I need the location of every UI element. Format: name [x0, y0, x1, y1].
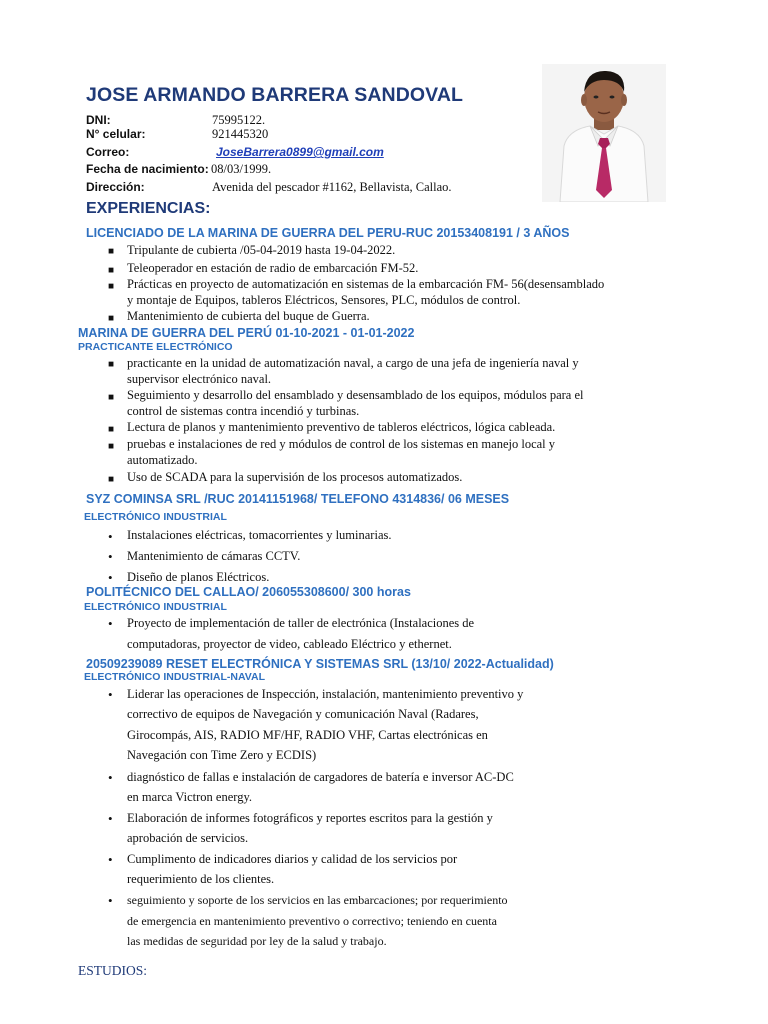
- bullet-icon: ■: [108, 246, 115, 257]
- info-label: Correo:: [86, 145, 130, 159]
- bullet-icon: •: [108, 770, 113, 785]
- section-title: 20509239089 RESET ELECTRÓNICA Y SISTEMAS SRL (13/10/ 2022-Actualidad): [86, 657, 554, 671]
- bullet-text: Instalaciones eléctricas, tomacorrientes y luminarias.: [127, 528, 392, 542]
- bullet-icon: •: [108, 529, 113, 544]
- info-label: Fecha de nacimiento:: [86, 162, 209, 176]
- info-label: N° celular:: [86, 127, 146, 141]
- bullet-text: Seguimiento y desarrollo del ensamblado y desensamblado de los equipos, módulos para el: [127, 388, 584, 402]
- bullet-icon: ■: [108, 424, 115, 435]
- info-value: 921445320: [212, 127, 269, 141]
- bullet-text: Prácticas en proyecto de automatización en sistemas de la embarcación FM- 56(desensamblado: [127, 277, 605, 291]
- bullet-text: en marca Victron energy.: [127, 790, 253, 804]
- bullet-icon: •: [108, 893, 113, 908]
- info-value: 08/03/1999.: [211, 162, 272, 176]
- bullet-text: seguimiento y soporte de los servicios en las embarcaciones; por requerimiento: [127, 893, 508, 907]
- bullet-text: pruebas e instalaciones de red y módulos de control de los sistemas en manejo local y: [127, 437, 556, 451]
- info-value: 75995122.: [212, 113, 266, 127]
- bullet-icon: •: [108, 852, 113, 867]
- bullet-text: Elaboración de informes fotográficos y reportes escritos para la gestión y: [127, 811, 493, 825]
- section-title: LICENCIADO DE LA MARINA DE GUERRA DEL PERU-RUC 20153408191 / 3 AÑOS: [86, 226, 570, 240]
- bullet-icon: •: [108, 570, 113, 585]
- bullet-text: Tripulante de cubierta /05-04-2019 hasta 19-04-2022.: [127, 243, 396, 257]
- bullet-text: Uso de SCADA para la supervisión de los procesos automatizados.: [127, 470, 463, 484]
- bullet-text: Liderar las operaciones de Inspección, instalación, mantenimiento preventivo y: [127, 687, 524, 701]
- bullet-text: requerimiento de los clientes.: [127, 872, 275, 886]
- bullet-text: Girocompás, AIS, RADIO MF/HF, RADIO VHF, Cartas electrónicas en: [127, 728, 488, 742]
- section-title: SYZ COMINSA SRL /RUC 20141151968/ TELEFONO 4314836/ 06 MESES: [86, 492, 510, 506]
- studies-heading: ESTUDIOS:: [78, 963, 148, 978]
- info-row-address: [86, 180, 586, 197]
- bullet-icon: ■: [108, 313, 115, 324]
- info-label: Dirección:: [86, 180, 145, 194]
- bullet-text: practicante en la unidad de automatización naval, a cargo de una jefa de ingeniería naval y: [127, 356, 579, 370]
- bullet-icon: ■: [108, 281, 115, 292]
- bullet-text: computadoras, proyector de video, cableado Eléctrico y ethernet.: [127, 637, 452, 651]
- candidate-name: JOSE ARMANDO BARRERA SANDOVAL: [86, 84, 464, 106]
- info-row-birthdate: [86, 162, 586, 179]
- section-title: MARINA DE GUERRA DEL PERÚ 01-10-2021 - 01-01-2022: [78, 326, 415, 340]
- info-label: DNI:: [86, 113, 111, 127]
- bullet-text: Proyecto de implementación de taller de electrónica (Instalaciones de: [127, 616, 475, 630]
- section-title: POLITÉCNICO DEL CALLAO/ 206055308600/ 300 horas: [86, 585, 411, 599]
- bullet-text: control de sistemas contra incendió y turbinas.: [127, 404, 360, 418]
- bullet-icon: ■: [108, 474, 115, 485]
- section-subtitle: ELECTRÓNICO INDUSTRIAL-NAVAL: [84, 671, 266, 683]
- bullet-text: las medidas de seguridad por ley de la salud y trabajo.: [127, 934, 387, 948]
- section-subtitle: ELECTRÓNICO INDUSTRIAL: [84, 511, 227, 523]
- bullet-text: y montaje de Equipos, tableros Eléctricos, Sensores, PLC, módulos de control.: [127, 293, 521, 307]
- bullet-icon: ■: [108, 265, 115, 276]
- info-value: Avenida del pescador #1162, Bellavista, Callao.: [212, 180, 452, 194]
- bullet-text: Mantenimiento de cubierta del buque de Guerra.: [127, 309, 370, 323]
- bullet-text: de emergencia en mantenimiento preventivo o correctivo; teniendo en cuenta: [127, 914, 497, 928]
- bullet-icon: •: [108, 549, 113, 564]
- bullet-text: Cumplimento de indicadores diarios y calidad de los servicios por: [127, 852, 458, 866]
- section-subtitle: PRACTICANTE ELECTRÓNICO: [78, 341, 233, 353]
- bullet-icon: ■: [108, 392, 115, 403]
- experiences-heading: EXPERIENCIAS:: [86, 200, 211, 217]
- bullet-icon: •: [108, 687, 113, 702]
- bullet-icon: ■: [108, 441, 115, 452]
- bullet-text: Lectura de planos y mantenimiento preventivo de tableros eléctricos, lógica cableada.: [127, 420, 556, 434]
- email-link[interactable]: JoseBarrera0899@gmail.com: [216, 145, 384, 159]
- bullet-text: Diseño de planos Eléctricos.: [127, 570, 270, 584]
- bullet-icon: •: [108, 616, 113, 631]
- bullet-text: Mantenimiento de cámaras CCTV.: [127, 549, 301, 563]
- section-subtitle: ELECTRÓNICO INDUSTRIAL: [84, 601, 227, 613]
- bullet-text: Teleoperador en estación de radio de embarcación FM-52.: [127, 261, 419, 275]
- bullet-text: Navegación con Time Zero y ECDIS): [127, 748, 317, 762]
- info-row-phone: [86, 127, 586, 144]
- bullet-text: automatizado.: [127, 453, 198, 467]
- bullet-icon: ■: [108, 359, 115, 370]
- bullet-icon: •: [108, 811, 113, 826]
- info-row-email: [86, 145, 586, 162]
- bullet-text: aprobación de servicios.: [127, 831, 249, 845]
- bullet-text: correctivo de equipos de Navegación y comunicación Naval (Radares,: [127, 707, 479, 721]
- bullet-text: diagnóstico de fallas e instalación de cargadores de batería e inversor AC-DC: [127, 770, 514, 784]
- bullet-text: supervisor electrónico naval.: [127, 372, 272, 386]
